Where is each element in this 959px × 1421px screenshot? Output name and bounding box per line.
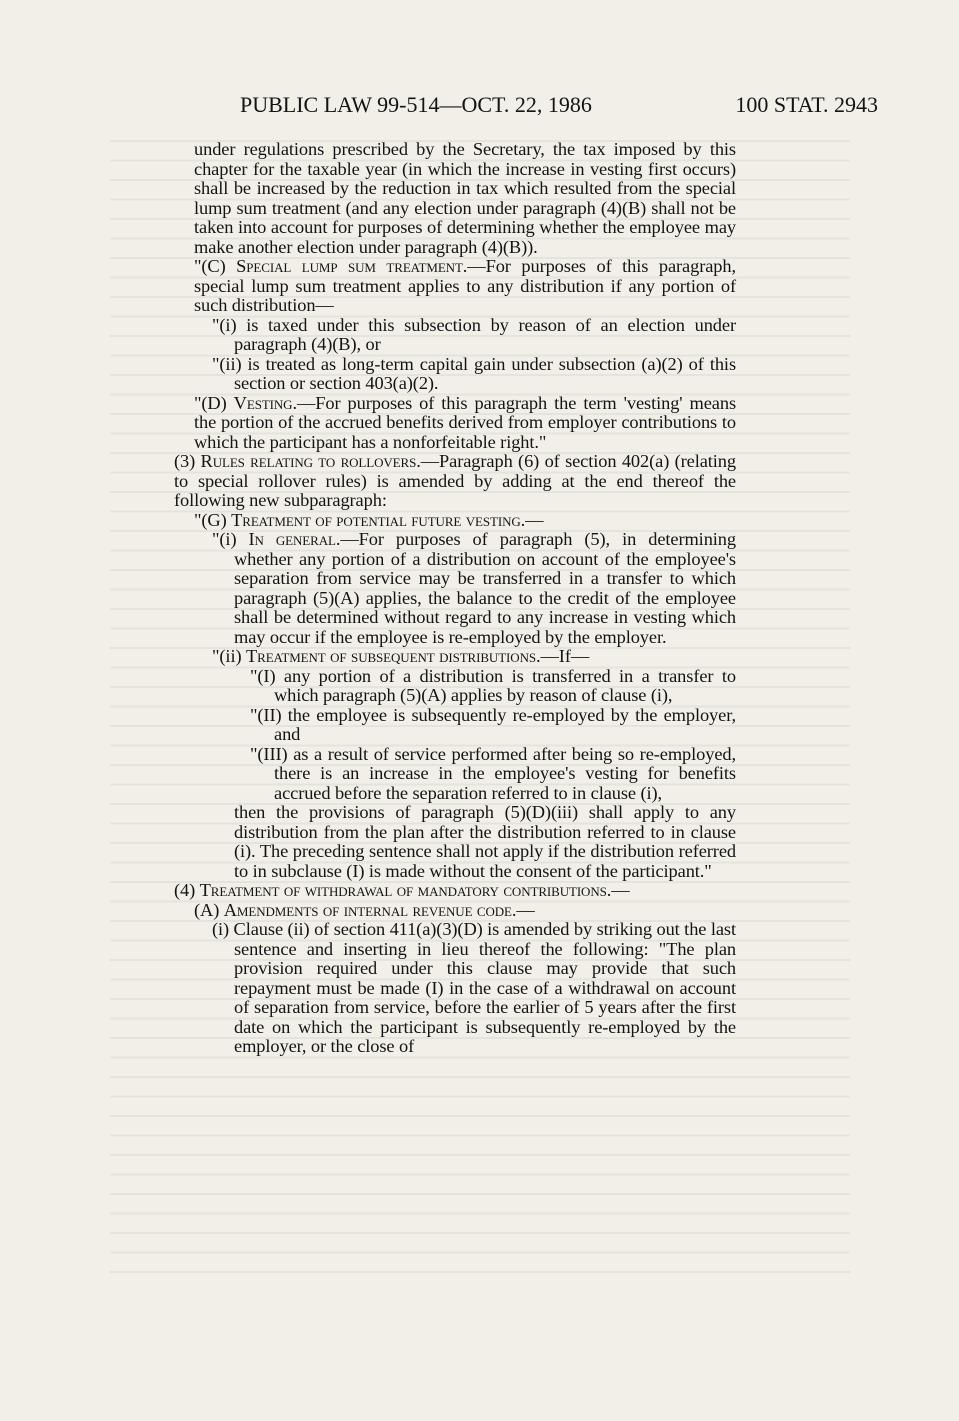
- subclause-ii: "(II) the employee is subsequently re-employed by the employer, and: [250, 704, 736, 744]
- paragraph-4: (4) Treatment of withdrawal of mandatory contributions.—: [174, 880, 630, 900]
- heading-vesting: Vesting: [233, 392, 293, 413]
- heading-special-lump-sum: Special lump sum treatment: [236, 256, 463, 276]
- clause-g-ii: "(ii) Treatment of subsequent distributions.—If—: [212, 646, 590, 666]
- subclause-i: "(I) any portion of a distribution is transferred in a transfer to which paragraph (5)(A) applies by reason of clause (i),: [250, 665, 736, 705]
- clause-c-i: "(i) is taxed under this subsection by reason of an election under paragraph (4)(B), or: [212, 314, 736, 354]
- heading-amendments-irc: Amendments of internal revenue code: [223, 899, 512, 920]
- clause-c-ii: "(ii) is treated as long-term capital gain under subsection (a)(2) of this section or section 403(a)(2).: [212, 353, 736, 393]
- clause-g-ii-conclusion: then the provisions of paragraph (5)(D)(iii) shall apply to any distribution from the plan after the distribution referred to in clause (i). The preceding sentence shall not apply if the distribution referred to in subclause (I) is made without the consent of the participant.": [234, 802, 736, 881]
- subparagraph-d: "(D) Vesting.—For purposes of this paragraph the term 'vesting' means the portion of the accrued benefits derived from employer contributions to which the participant has a nonforfeitable right.": [194, 392, 737, 452]
- heading-in-general: In general: [248, 529, 336, 549]
- heading-future-vesting: Treatment of potential future vesting: [231, 509, 521, 530]
- body-text: [154, 140, 736, 1057]
- clause-g-i: "(i) In general.—For purposes of paragraph (5), in determining whether any portion of a distribution on account of the employee's separation from service may be transferred in a transfer to which paragraph (5)(A) applies, the balance to the credit of the employee shall be determined without regard to any increase in vesting which may occur if the employee is re-employed by the employer.: [212, 529, 736, 647]
- subparagraph-g: "(G) Treatment of potential future vesting.—: [194, 509, 544, 530]
- heading-rollovers: Rules relating to rollovers: [200, 451, 417, 471]
- paragraph-continuation: under regulations prescribed by the Secretary, the tax imposed by this chapter for the taxable year (in which the increase in vesting first occurs) shall be increased by the reduction in tax which resulted from the special lump sum treatment (and any election under paragraph (4)(B) shall not be taken into account for purposes of determining whether the employee may make another election under paragraph (4)(B)).: [194, 139, 736, 257]
- heading-subsequent-distributions: Treatment of subsequent distributions: [245, 646, 536, 666]
- subparagraph-c: "(C) Special lump sum treatment.—For purposes of this paragraph, special lump sum treatment applies to any distribution if any portion of such distribution—: [194, 256, 736, 315]
- subparagraph-4a: (A) Amendments of internal revenue code.—: [194, 899, 535, 920]
- page-header: [240, 92, 878, 126]
- header-stat-page: 100 STAT. 2943: [735, 92, 878, 117]
- subclause-iii: "(III) as a result of service performed after being so re-employed, there is an increase in the employee's vesting for benefits accrued before the separation referred to in clause (i),: [250, 743, 736, 803]
- paragraph-3: (3) Rules relating to rollovers.—Paragraph (6) of section 402(a) (relating to special rollover rules) is amended by adding at the end thereof the following new subparagraph:: [174, 451, 736, 510]
- header-law-citation: PUBLIC LAW 99-514—OCT. 22, 1986: [240, 92, 592, 117]
- heading-withdrawal: Treatment of withdrawal of mandatory contributions: [199, 880, 607, 900]
- clause-4a-i: (i) Clause (ii) of section 411(a)(3)(D) is amended by striking out the last sentence and inserting in lieu thereof the following: "The plan provision required under this clause may provide that such repayment must be made (I) in the case of a withdrawal on account of separation from service, before the earlier of 5 years after the first date on which the participant is subsequently re-employed by the employer, or the close of: [212, 919, 736, 1056]
